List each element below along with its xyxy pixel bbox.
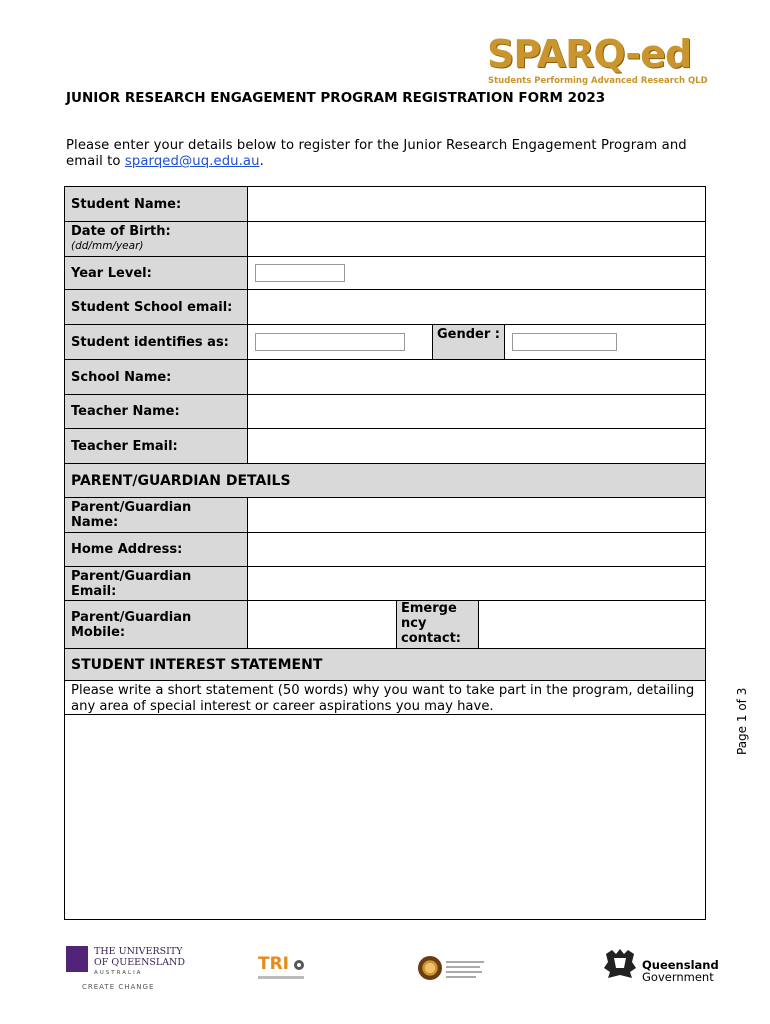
qld-line1: Queensland	[642, 958, 719, 972]
logo-wordmark: SPARQ-ed	[487, 32, 692, 76]
parent-mobile-row	[65, 601, 705, 649]
parent-mobile-field[interactable]	[248, 601, 396, 648]
dob-label: Date of Birth:	[71, 224, 171, 239]
parent-email-label: Parent/Guardian Email:	[65, 567, 248, 600]
uq-logo	[66, 944, 186, 994]
parent-email-field[interactable]	[248, 567, 705, 600]
student-email-field[interactable]	[248, 290, 705, 324]
page-number: Page 1 of 3	[735, 687, 749, 755]
parent-name-field[interactable]	[248, 498, 705, 532]
tri-logo	[258, 954, 318, 984]
intro-text: Please enter your details below to register for the Junior Research Engagement Program and email to	[66, 138, 687, 169]
qld-line2: Government	[642, 970, 714, 984]
logo-tagline: Students Performing Advanced Research QLD	[488, 76, 708, 86]
student-name-field[interactable]	[248, 187, 705, 221]
home-address-row	[65, 533, 705, 567]
partner-seal-logo	[418, 956, 488, 986]
uq-country: AUSTRALIA	[94, 970, 143, 976]
parent-mobile-label: Parent/Guardian Mobile:	[65, 601, 248, 648]
home-address-field[interactable]	[248, 533, 705, 566]
parent-name-label: Parent/Guardian Name:	[65, 498, 248, 532]
year-level-input[interactable]	[255, 264, 345, 282]
teacher-email-row	[65, 429, 705, 464]
teacher-email-field[interactable]	[248, 429, 705, 463]
tri-mark-icon	[294, 960, 304, 970]
sparq-ed-logo	[487, 32, 708, 88]
contact-email-link[interactable]: sparqed@uq.edu.au	[124, 154, 260, 169]
intro-end: .	[259, 154, 264, 169]
interest-prompt: Please write a short statement (50 words) why you want to take part in the program, detailing any area of special interest or career aspirations you may have.	[65, 681, 705, 715]
student-email-label: Student School email:	[65, 290, 248, 324]
uq-crest-icon	[66, 946, 88, 972]
gender-label: Gender :	[432, 325, 505, 359]
parent-email-row	[65, 567, 705, 601]
home-address-label: Home Address:	[65, 533, 248, 566]
parent-name-row	[65, 498, 705, 533]
registration-form	[64, 186, 706, 920]
seal-icon	[418, 956, 442, 980]
year-level-row	[65, 257, 705, 290]
year-level-label: Year Level:	[65, 257, 248, 289]
emergency-contact-label: Emerge ncy contact:	[396, 601, 479, 648]
parent-section-heading: PARENT/GUARDIAN DETAILS	[65, 464, 705, 498]
interest-section-heading: STUDENT INTEREST STATEMENT	[65, 649, 705, 681]
student-email-row	[65, 290, 705, 325]
dob-label-cell	[65, 222, 248, 256]
uq-slogan: CREATE CHANGE	[82, 983, 155, 991]
gender-input[interactable]	[512, 333, 617, 351]
dob-row	[65, 222, 705, 257]
dob-field[interactable]	[248, 222, 705, 256]
teacher-email-label: Teacher Email:	[65, 429, 248, 463]
tri-wordmark: TRI	[258, 954, 290, 974]
identifies-row	[65, 325, 705, 360]
qld-crest-icon	[602, 948, 638, 980]
school-name-field[interactable]	[248, 360, 705, 394]
interest-statement-textarea[interactable]	[65, 715, 705, 919]
intro-paragraph	[66, 138, 716, 170]
uq-line2: OF QUEENSLAND	[94, 957, 185, 968]
emergency-contact-field[interactable]	[479, 601, 705, 648]
student-name-label: Student Name:	[65, 187, 248, 221]
teacher-name-row	[65, 395, 705, 429]
identifies-input[interactable]	[255, 333, 405, 351]
form-title: JUNIOR RESEARCH ENGAGEMENT PROGRAM REGISTRATION FORM 2023	[66, 90, 606, 106]
teacher-name-field[interactable]	[248, 395, 705, 428]
identifies-label: Student identifies as:	[65, 325, 248, 359]
school-name-row	[65, 360, 705, 395]
school-name-label: School Name:	[65, 360, 248, 394]
qld-government-logo	[602, 948, 719, 984]
dob-hint: (dd/mm/year)	[71, 240, 144, 252]
student-name-row	[65, 187, 705, 222]
uq-line1: THE UNIVERSITY	[94, 946, 183, 957]
teacher-name-label: Teacher Name:	[65, 395, 248, 428]
